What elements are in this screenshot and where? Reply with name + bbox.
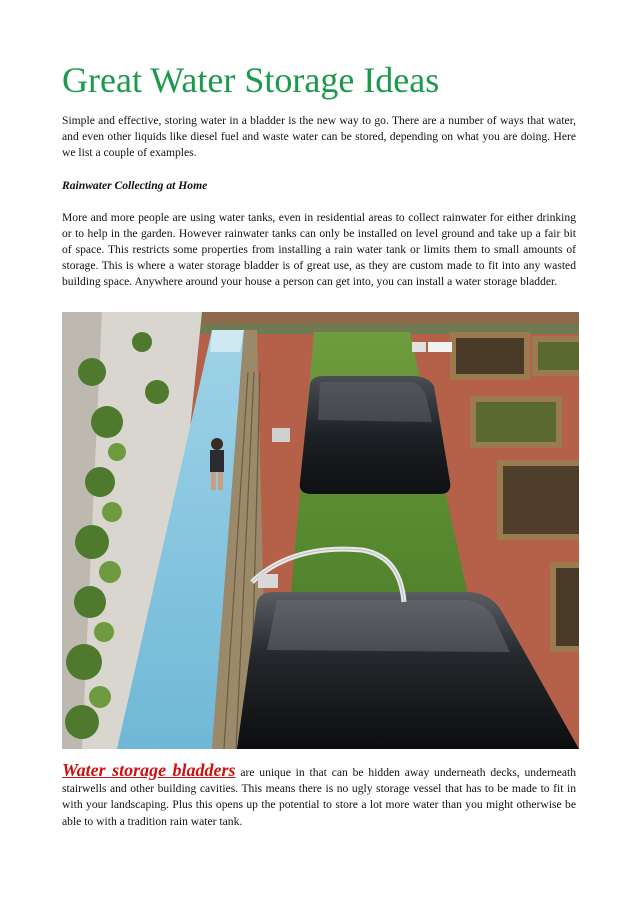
water-bladder-photo: [62, 312, 579, 749]
intro-paragraph: Simple and effective, storing water in a bladder is the new way to go. There are a number of ways that water, and even other liquids like diesel fuel and waste water can be stored, depending on what you are doing. Here we list a couple of examples.: [62, 114, 576, 160]
section-paragraph: More and more people are using water tanks, even in residential areas to collect rainwater for either drinking or to help in the garden. However rainwater tanks can only be installed on level ground and take up a fair bit of space. This restricts some properties from installing a rain water tank or limits them to small amounts of storage. This is where a water storage bladder is of great use, as they are custom made to fit into any wasted building space. Anywhere around your house a person can get into, you can install a water storage bladder.: [62, 210, 576, 289]
section-heading: Rainwater Collecting at Home: [62, 178, 208, 192]
water-storage-bladders-link[interactable]: Water storage bladders: [62, 760, 236, 780]
closing-body-text: are unique in that can be hidden away underneath decks, underneath stairwells and other building cavities. This means there is no ugly storage vessel that has to be made to fit in with your landscaping. Plus this opens up the potential to store a lot more water than you might otherwise be able to with a tradition rain water tank.: [62, 766, 576, 828]
page-title: Great Water Storage Ideas: [62, 60, 440, 100]
closing-paragraph: [62, 762, 576, 830]
page-content: [62, 58, 576, 291]
closing-section: [62, 762, 576, 830]
